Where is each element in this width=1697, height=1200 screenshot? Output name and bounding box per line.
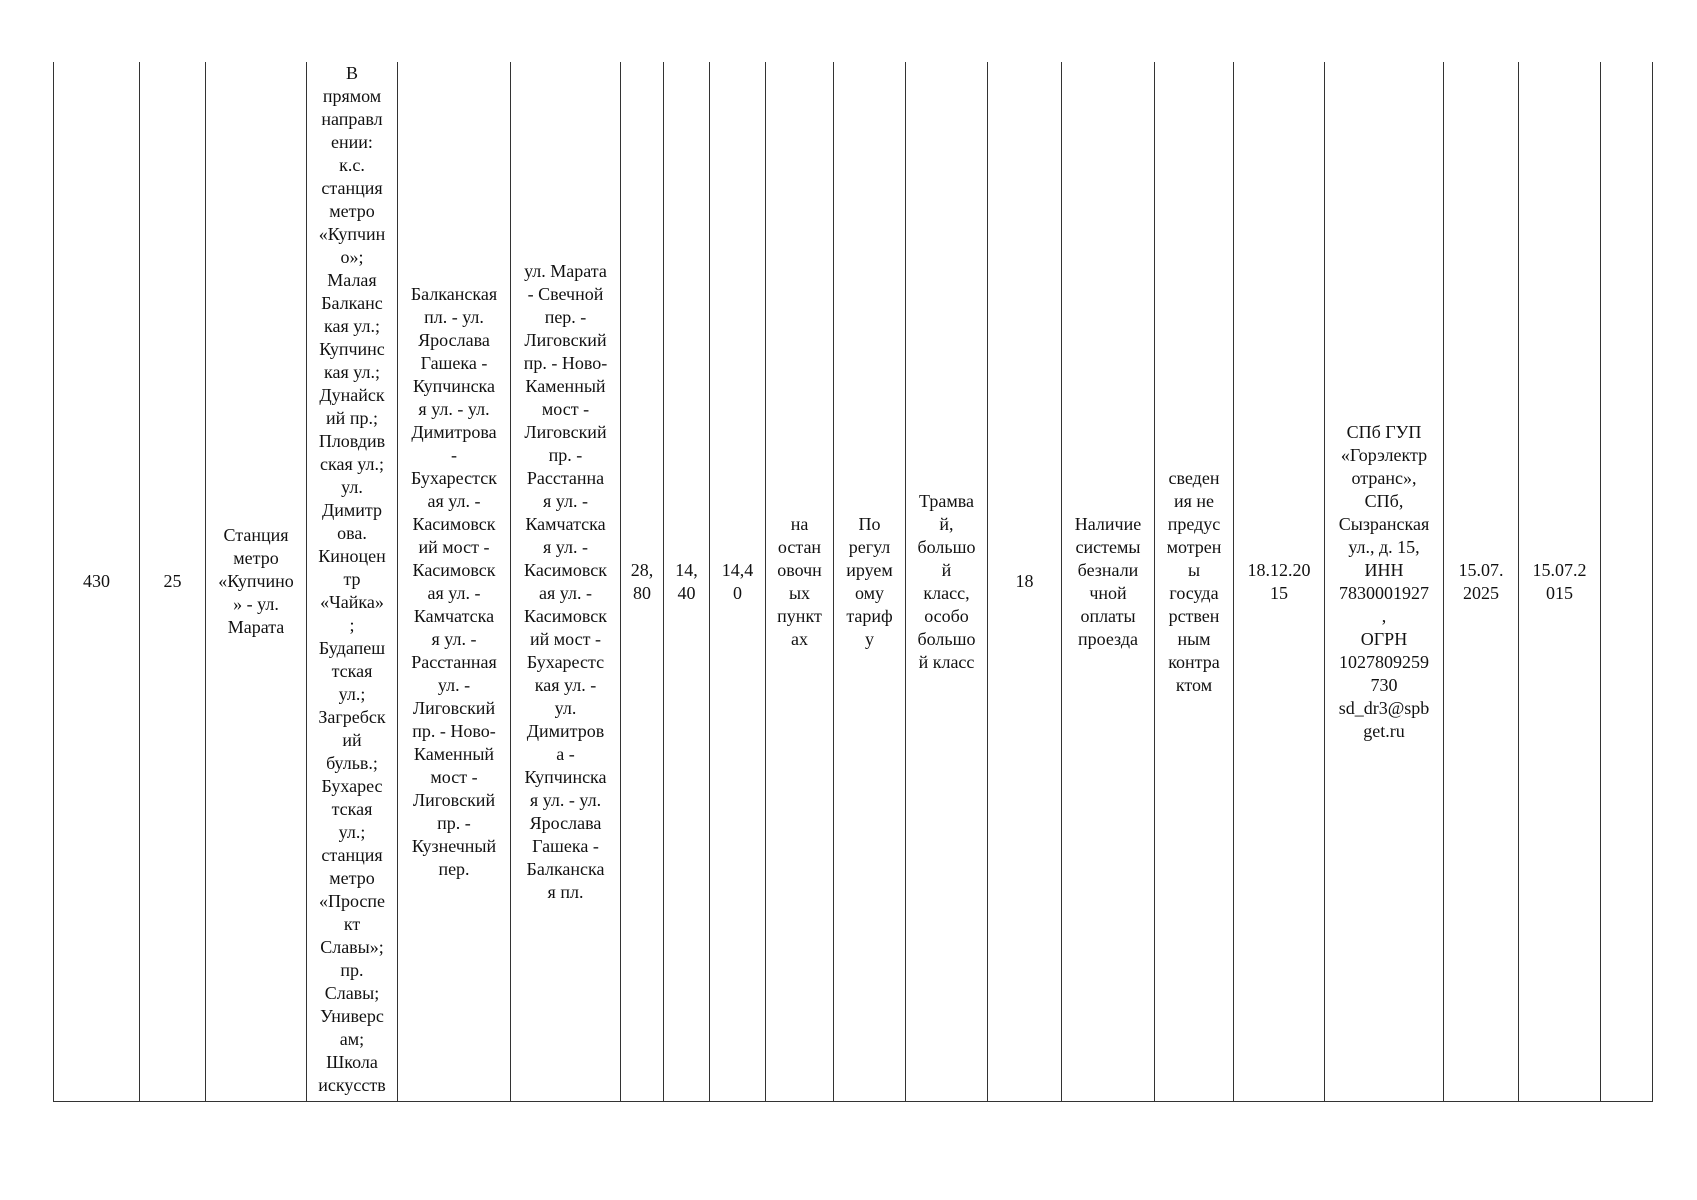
extra-cell (1601, 62, 1653, 1102)
table-row (54, 62, 1653, 1102)
date-a-cell: 15.07. 2025 (1444, 62, 1519, 1102)
stops-list-cell: В прямом направл ении: к.с. станция метро «Купчин о»; Малая Балканс кая ул.; Купчинс кая ул.; Дунайск ий пр.; Пловдив ская ул.; ул. Димитр ова. Киноцен тр «Чайка» ; Будапеш тская ул.; Загребск ий бульв.; Бухарес тская ул.; станция метро «Проспе кт Славы»; пр. Славы; Универс ам; Школа искусств (307, 62, 398, 1102)
vehicle-type-cell: Трамва й, большо й класс, особо большо й класс (906, 62, 988, 1102)
length-backward-cell: 14,4 0 (710, 62, 766, 1102)
boarding-order-cell: на остан oвочн ых пункт ах (766, 62, 834, 1102)
route-registry-table (53, 62, 1653, 1102)
start-date-cell: 18.12.20 15 (1234, 62, 1325, 1102)
length-forward-cell: 14, 40 (664, 62, 710, 1102)
length-total-cell: 28, 80 (621, 62, 664, 1102)
streets-backward-cell: ул. Марата - Свечной пер. - Лиговский пр. - Ново- Каменный мост - Лиговский пр. - Расстанна я ул. - Камчатска я ул. - Касимовск ая ул. - Касимовск ий мост - Бухарестс кая ул. - ул. Димитров а - Купчинска я ул. - ул. Ярослава Гашека - Балканска я пл. (511, 62, 621, 1102)
carrier-cell: СПб ГУП «Горэлектр отранс», СПб, Сызранская ул., д. 15, ИНН 7830001927 , ОГРН 1027809259 730 sd_dr3@spb get.ru (1325, 62, 1444, 1102)
vehicle-features-cell: Наличие системы безнали чной оплаты проезда (1062, 62, 1155, 1102)
contract-info-cell: сведен ия не предус мотрен ы госуда рствен ным контра ктом (1155, 62, 1234, 1102)
route-name-cell: Станция метро «Купчино » - ул. Марата (206, 62, 307, 1102)
tariff-type-cell: По регул ируем ому тариф у (834, 62, 906, 1102)
streets-forward-cell: Балканская пл. - ул. Ярослава Гашека - Купчинска я ул. - ул. Димитрова - Бухарестск ая ул. - Касимовск ий мост - Касимовск ая ул. - Камчатска я ул. - Расстанная ул. - Лиговский пр. - Ново- Каменный мост - Лиговский пр. - Кузнечный пер. (398, 62, 511, 1102)
vehicle-count-cell: 18 (988, 62, 1062, 1102)
date-b-cell: 15.07.2 015 (1519, 62, 1601, 1102)
registration-number-cell: 430 (54, 62, 140, 1102)
route-number-cell: 25 (140, 62, 206, 1102)
